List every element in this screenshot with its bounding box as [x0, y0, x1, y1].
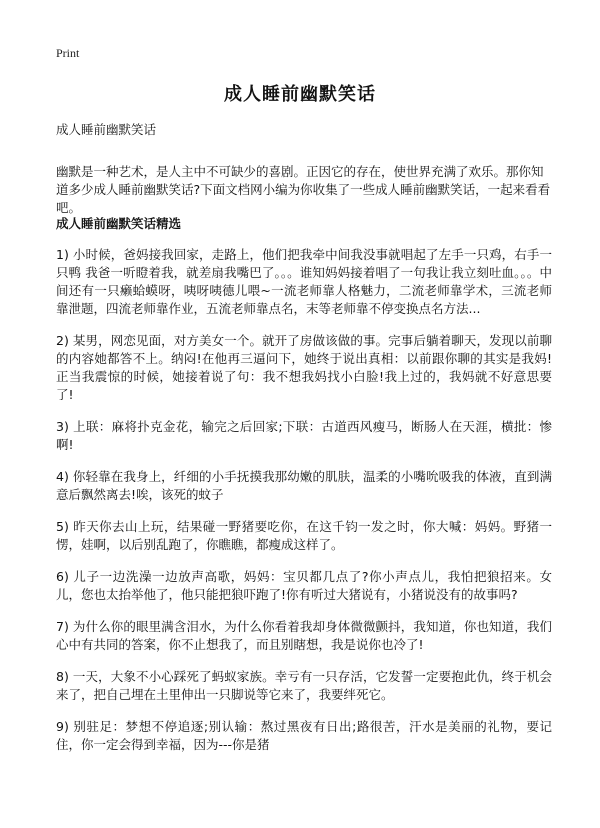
joke-item-2: 2) 某男，网恋见面，对方美女一个。就开了房做该做的事。完事后躺着聊天，发现以前聊的内容她都答不上。纳闷!在他再三逼问下，她终于说出真相：以前跟你聊的其实是我妈!正当我震惊的时候，她接着说了句：我不想我妈找小白脸!我上过的，我妈就不好意思要了!	[56, 333, 552, 402]
joke-item-5: 5) 昨天你去山上玩，结果碰一野猪要吃你，在这千钧一发之时，你大喊：妈妈。野猪一愣，娃啊，以后别乱跑了，你瞧瞧，都瘦成这样了。	[56, 519, 552, 552]
document-title: 成人睡前幽默笑话	[224, 84, 376, 105]
print-label[interactable]: Print	[56, 46, 80, 60]
document-subtitle: 成人睡前幽默笑话	[56, 122, 157, 137]
section-heading: 成人睡前幽默笑话精选	[56, 216, 182, 231]
joke-item-1: 1) 小时候，爸妈接我回家，走路上，他们把我牵中间我没事就唱起了左手一只鸡，右手一只鸭 我爸一听瞪着我，就差扇我嘴巴了。。。谁知妈妈接着唱了一句我让我立刻吐血。。。中间还有一只癞蛤蟆呀，咦呀咦德儿喂~一流老师靠人格魅力，二流老师靠学术，三流老师靠泄题，四流老师靠作业，五流老师靠点名，末等老师靠不停变换点名方法...	[56, 247, 552, 316]
joke-item-9: 9) 别驻足：梦想不停追逐;别认输：熬过黑夜有日出;路很苦，汗水是美丽的礼物，要记住，你一定会得到幸福，因为---你是猪	[56, 719, 552, 752]
joke-item-7: 7) 为什么你的眼里满含泪水，为什么你看着我却身体微微颤抖，我知道，你也知道，我们心中有共同的答案，你不止想我了，而且别瞎想，我是说你也冷了!	[56, 619, 552, 652]
joke-list	[56, 246, 552, 768]
joke-item-3: 3) 上联：麻将扑克金花，输完之后回家;下联：古道西风瘦马，断肠人在天涯，横批：惨啊!	[56, 419, 552, 452]
joke-item-8: 8) 一天，大象不小心踩死了蚂蚁家族。幸亏有一只存活，它发誓一定要抱此仇，终于机会来了，把自己埋在土里伸出一只脚说等它来了，我要绊死它。	[56, 669, 552, 702]
intro-paragraph: 幽默是一种艺术，是人主中不可缺少的喜剧。正因它的存在，使世界充满了欢乐。那你知道多少成人睡前幽默笑话?下面文档网小编为你收集了一些成人睡前幽默笑话，一起来看看吧。	[56, 163, 551, 215]
joke-item-4: 4) 你轻靠在我身上，纤细的小手抚摸我那幼嫩的肌肤，温柔的小嘴吮吸我的体液，直到满意后飘然离去!唉，该死的蚊子	[56, 469, 552, 502]
joke-item-6: 6) 儿子一边洗澡一边放声高歌，妈妈：宝贝都几点了?你小声点儿，我怕把狼招来。女儿，您也太抬举他了，他只能把狼吓跑了!你有听过大猪说有，小猪说没有的故事吗?	[56, 569, 552, 602]
